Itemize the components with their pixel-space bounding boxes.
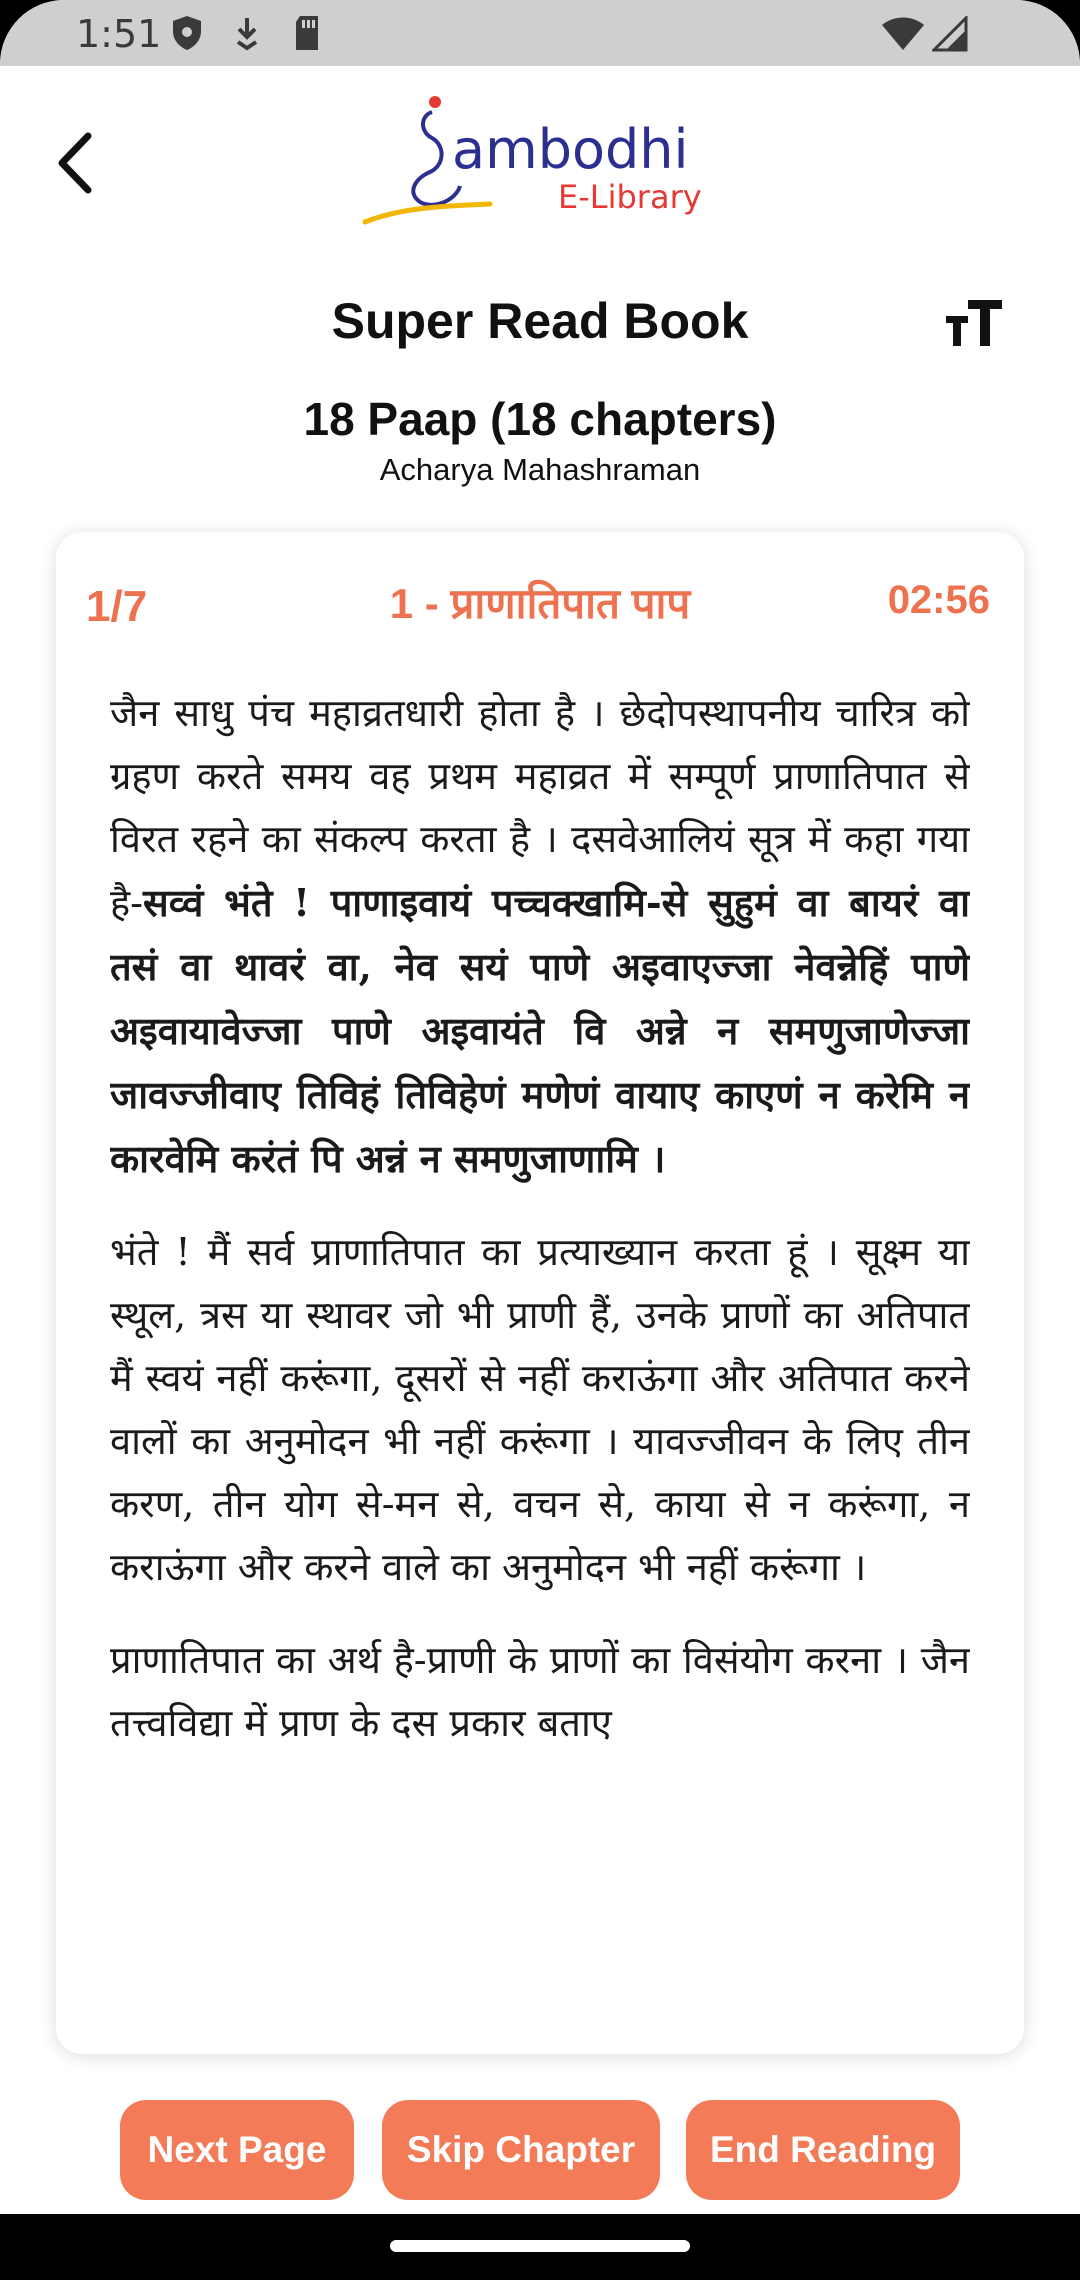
shield-icon: [170, 14, 204, 56]
chevron-left-icon: [50, 128, 110, 198]
end-reading-button[interactable]: End Reading: [686, 2100, 960, 2200]
page-indicator: 1/7: [86, 582, 148, 631]
svg-text:E-Library: E-Library: [558, 178, 702, 216]
next-page-button[interactable]: Next Page: [120, 2100, 354, 2200]
status-bar: [0, 0, 1080, 66]
reader-card: [56, 532, 1024, 2054]
book-title: 18 Paap (18 chapters): [303, 393, 777, 445]
sd-card-icon: [292, 14, 322, 56]
wifi-icon: [880, 16, 926, 56]
paragraph: भंते ! मैं सर्व प्राणातिपात का प्रत्याख्यान करता हूं । सूक्ष्म या स्थूल, त्रस या स्थावर जो भी प्राणी हैं, उनके प्राणों का अतिपात मैं स्वयं नहीं करूंगा, दूसरों से नहीं कराऊंगा और अतिपात करने वालों का अनुमोदन भी नहीं करूंगा । यावज्जीवन के लिए तीन करण, तीन योग से-मन से, वचन से, काया से न करूंगा, न कराऊंगा और करने वाले का अनुमोदन भी नहीं करूंगा ।: [110, 1230, 970, 1589]
paragraph-bold-text: सव्वं भंते ! पाणाइवायं पच्चक्खामि-से सुहुमं वा बायरं वा तसं वा थावरं वा, नेव सयं पाणे अइवाएज्जा नेवन्नेहिं पाणे अइवायावेज्जा पाणे अइवायंते वि अन्ने न समणुजाणेज्जा जावज्जीवाए तिविहं तिविहेणं मणेणं वायाए काएणं न करेमि न कारवेमि करंतं पि अन्नं न समणुजाणामि ।: [110, 880, 970, 1181]
download-icon: [232, 14, 262, 56]
reading-timer: 02:56: [887, 578, 990, 622]
action-bar: [0, 2100, 1080, 2200]
page-title: Super Read Book: [331, 293, 749, 349]
reader-content[interactable]: [110, 682, 970, 2042]
svg-text:ambodhi: ambodhi: [452, 118, 689, 181]
text-size-icon: [944, 296, 1004, 352]
paragraph-text: जैन साधु पंच महाव्रतधारी होता है । छेदोपस्थापनीय चारित्र को ग्रहण करते समय वह प्रथम महाव्रत में सम्पूर्ण प्राणातिपात से विरत रहने का संकल्प करता है । दसवेआलियं सूत्र में कहा गया है-: [110, 691, 970, 925]
signal-icon: [932, 16, 968, 56]
reader-header: [56, 532, 1024, 652]
app-logo: [360, 90, 720, 230]
status-time: 1:51: [76, 12, 162, 56]
chapter-title: 1 - प्राणातिपात पाप: [389, 580, 691, 627]
font-size-button[interactable]: [944, 296, 1004, 352]
paragraph: [110, 682, 970, 1191]
book-author: Acharya Mahashraman: [379, 452, 701, 487]
back-button[interactable]: [50, 128, 110, 198]
paragraph: प्राणातिपात का अर्थ है-प्राणी के प्राणों का विसंयोग करना । जैन तत्त्वविद्या में प्राण के दस प्रकार बताए: [110, 1638, 970, 1745]
skip-chapter-button[interactable]: Skip Chapter: [382, 2100, 660, 2200]
home-gesture-handle[interactable]: [390, 2240, 690, 2252]
